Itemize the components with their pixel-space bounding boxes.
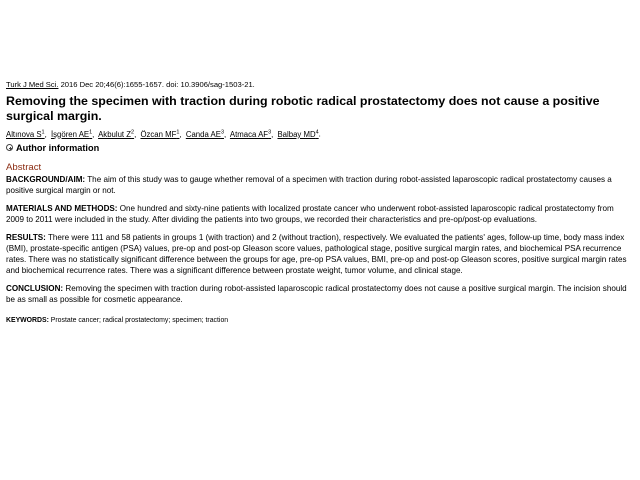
journal-link[interactable]: Turk J Med Sci. (6, 80, 59, 89)
author-link[interactable]: İşgören $AE^1$ (50, 129, 93, 139)
conclusion-label: CONCLUSION: (6, 283, 64, 293)
keywords-text: Prostate cancer; radical prostatectomy; specimen; traction (48, 316, 229, 324)
author-information-toggle[interactable] (6, 143, 632, 153)
article-page (6, 80, 632, 324)
author-link[interactable]: Atmaca $AF^3$ (229, 129, 272, 139)
author-link[interactable]: Balbay $MD^4$ (277, 129, 319, 139)
expand-plus-icon (6, 144, 13, 151)
methods-label: MATERIALS AND METHODS: (6, 203, 118, 213)
methods-text: One hundred and sixty-nine patients with localized prostate cancer who underwent robot-assisted laparoscopic radical prostatectomy from 2009 to 2011 were included in the study. After dividing the patients into two groups, we recorded their characteristics and pre-op/post-op evaluations. (6, 203, 614, 224)
background-label: BACKGROUND/AIM: (6, 174, 86, 184)
article-title: Removing the specimen with traction during robotic radical prostatectomy does not cause a positive surgical margin. (6, 94, 600, 123)
author-link[interactable]: Canda $AE^3$ (185, 129, 224, 139)
results-text: There were 111 and 58 patients in groups 1 (with traction) and 2 (without traction), respectively. We evaluated the patients' ages, follow-up time, body mass index (BMI), prostate-specific antigen (PSA) values, pre-op and post-op Gleason score values, pathological stage, positive surgical margin rates, and biochemical PSA recurrence rates. There was no statistically significant difference between the groups for age, pre-op PSA values, BMI, pre-op and post-op Gleason scores, positive surgical margin rates and biochemical recurrence rates. There was a significant difference between prostate weight, tumor volume, and clinical stage. (6, 232, 627, 275)
author-list: Altınova $S^1$, İşgören $AE^1$, Akbulut $Z^2$, Özcan $MF^1$, Canda $AE^3$, Atmaca $AF^3$, Balbay $MD^4$. (6, 129, 321, 139)
keywords (6, 317, 632, 324)
author-information-label: Author information (16, 142, 100, 153)
abstract-heading: Abstract (6, 161, 42, 173)
keywords-label: KEYWORDS: (6, 316, 49, 324)
abstract-conclusion (6, 283, 632, 305)
abstract-methods (6, 203, 632, 225)
author-link[interactable]: Özcan $MF^1$ (140, 129, 180, 139)
author-link[interactable]: Akbulut $Z^2$ (98, 129, 135, 139)
abstract-results (6, 232, 632, 276)
abstract-background (6, 174, 632, 196)
author-link[interactable]: Altınova $S^1$ (6, 129, 45, 139)
citation (6, 80, 632, 89)
results-label: RESULTS: (6, 232, 46, 242)
background-text: The aim of this study was to gauge whether removal of a specimen with traction during robot-assisted laparoscopic radical prostatectomy causes a positive surgical margin or not. (6, 174, 612, 195)
citation-details: 2016 Dec 20;46(6):1655-1657. doi: 10.3906/sag-1503-21. (58, 80, 255, 89)
conclusion-text: Removing the specimen with traction during robot-assisted laparoscopic radical prostatectomy does not cause a positive surgical margin. The incision should be as small as possible for cosmetic appearance. (6, 283, 627, 304)
